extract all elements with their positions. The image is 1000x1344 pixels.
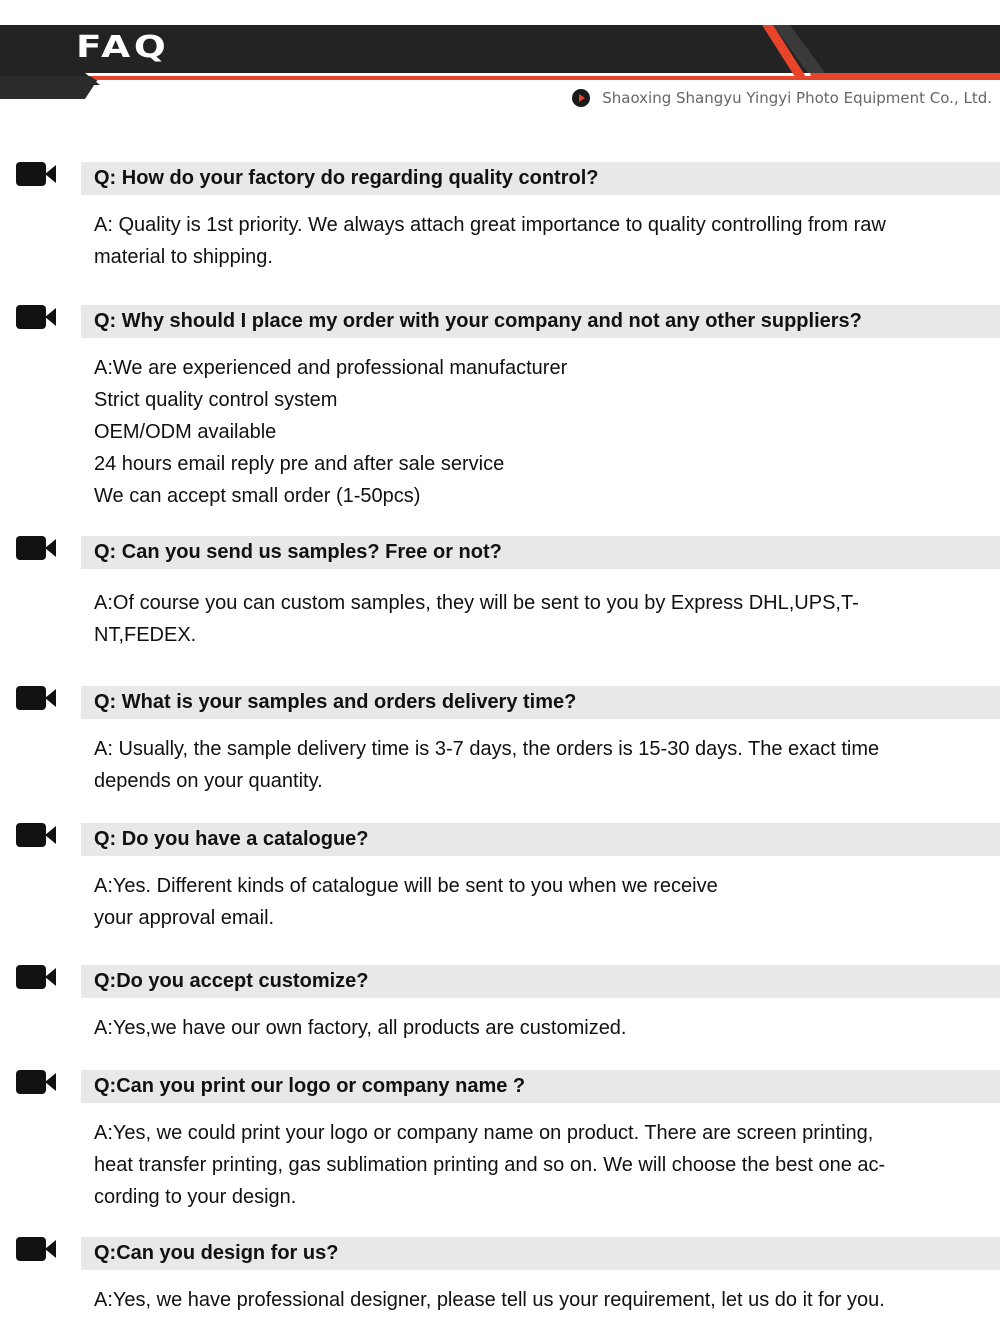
video-camera-icon <box>16 1237 56 1261</box>
answer-line: A:Of course you can custom samples, they will be sent to you by Express DHL,UPS,T- <box>94 592 859 614</box>
video-camera-icon <box>16 536 56 560</box>
video-camera-icon <box>16 162 56 186</box>
answer-line: NT,FEDEX. <box>94 624 197 646</box>
answer <box>94 870 984 934</box>
answer-line: A: Quality is 1st priority. We always attach great importance to quality controlling from raw <box>94 214 886 236</box>
question: Q:Do you accept customize? <box>81 965 1000 998</box>
answer <box>94 1012 984 1044</box>
answer-line: depends on your quantity. <box>94 770 323 792</box>
answer-line: heat transfer printing, gas sublimation printing and so on. We will choose the best one ac- <box>94 1154 886 1176</box>
answer-line: your approval email. <box>94 907 275 929</box>
video-camera-icon <box>16 305 56 329</box>
question: Q:Can you print our logo or company name ? <box>81 1070 1000 1103</box>
answer-line: A:Yes, we have professional designer, please tell us your requirement, let us do it for you. <box>94 1289 885 1311</box>
answer-line: A: Usually, the sample delivery time is 3-7 days, the orders is 15-30 days. The exact time <box>94 738 880 760</box>
company-line <box>572 89 992 107</box>
video-camera-icon <box>16 965 56 989</box>
answer <box>94 1117 984 1213</box>
answer <box>94 352 984 512</box>
answer-line: Strict quality control system <box>94 389 338 411</box>
question: Q: How do your factory do regarding quality control? <box>81 162 1000 195</box>
answer-line: A:Yes. Different kinds of catalogue will be sent to you when we receive <box>94 875 718 897</box>
answer <box>94 209 984 273</box>
video-camera-icon <box>16 1070 56 1094</box>
answer-line: 24 hours email reply pre and after sale service <box>94 453 505 475</box>
answer-line: material to shipping. <box>94 246 273 268</box>
play-circle-icon <box>572 89 590 107</box>
video-camera-icon <box>16 686 56 710</box>
question: Q: Do you have a catalogue? <box>81 823 1000 856</box>
question: Q: Why should I place my order with your company and not any other suppliers? <box>81 305 1000 338</box>
faq-banner <box>0 0 1000 120</box>
video-camera-icon <box>16 823 56 847</box>
answer-line: We can accept small order (1-50pcs) <box>94 485 421 507</box>
answer <box>94 587 984 651</box>
answer-line: cording to your design. <box>94 1186 297 1208</box>
question: Q: What is your samples and orders delivery time? <box>81 686 1000 719</box>
answer <box>94 1284 984 1316</box>
answer-line: A:Yes,we have our own factory, all products are customized. <box>94 1017 627 1039</box>
answer <box>94 733 984 797</box>
company-name: Shaoxing Shangyu Yingyi Photo Equipment Co., Ltd. <box>602 89 992 107</box>
question: Q: Can you send us samples? Free or not? <box>81 536 1000 569</box>
answer-line: OEM/ODM available <box>94 421 277 443</box>
answer-line: A:We are experienced and professional manufacturer <box>94 357 568 379</box>
answer-line: A:Yes, we could print your logo or company name on product. There are screen printing, <box>94 1122 874 1144</box>
page-title: FAQ <box>76 30 170 65</box>
question: Q:Can you design for us? <box>81 1237 1000 1270</box>
